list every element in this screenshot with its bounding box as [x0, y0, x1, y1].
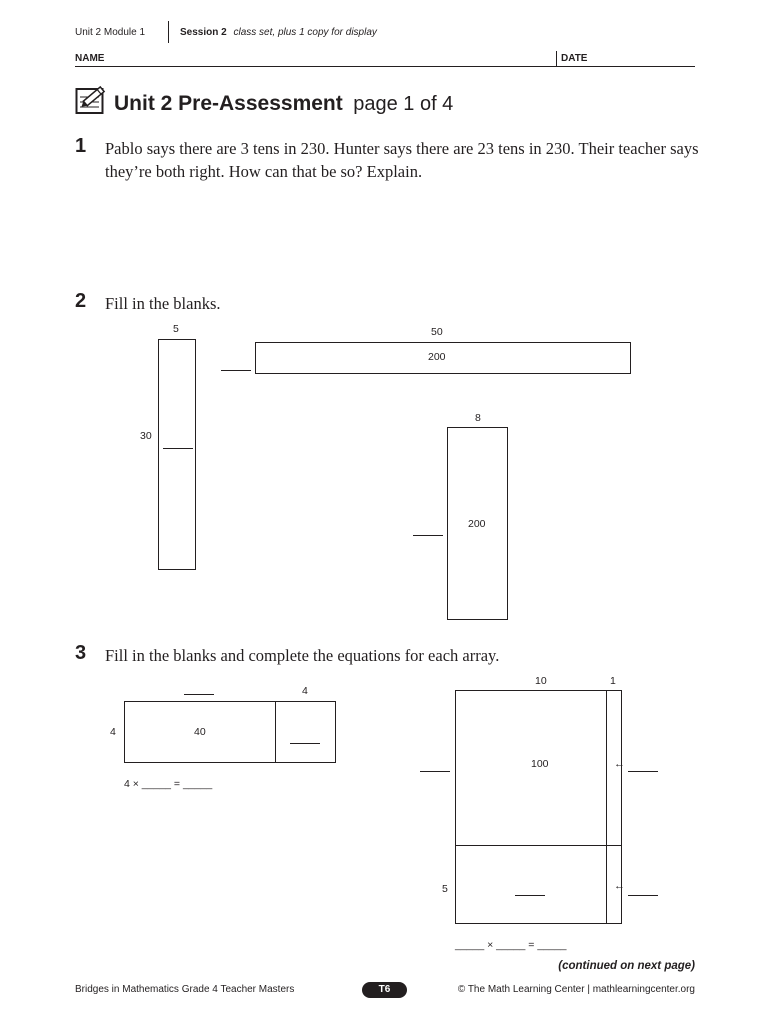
- page-title: [114, 92, 453, 116]
- q3a-inner-label: 40: [194, 726, 206, 738]
- q3a-top-right-label: 4: [302, 685, 308, 697]
- q3-number: 3: [75, 642, 87, 664]
- q3b-right-top-blank[interactable]: [628, 771, 658, 772]
- q2c-inner-label: 200: [468, 518, 486, 530]
- title-main: Unit 2 Pre-Assessment: [114, 92, 343, 115]
- q3a-inner-blank[interactable]: [290, 743, 320, 744]
- q2c-blank[interactable]: [413, 535, 443, 536]
- session-label: Session 2: [180, 27, 227, 38]
- name-label: NAME: [75, 53, 105, 64]
- name-date-line: [75, 66, 695, 67]
- q3b-top-left-label: 10: [535, 675, 547, 687]
- q3b-array: [455, 690, 622, 924]
- q3a-array: [124, 701, 336, 763]
- date-divider: [556, 51, 557, 66]
- footer-left: Bridges in Mathematics Grade 4 Teacher Masters: [75, 984, 295, 995]
- q3b-right-bottom-blank[interactable]: [628, 895, 658, 896]
- q3a-top-blank[interactable]: [184, 694, 214, 695]
- q2-text: Fill in the blanks.: [105, 294, 221, 313]
- header-divider: [168, 21, 169, 43]
- q3a-equation: 4 × _____ = _____: [124, 778, 213, 790]
- q3b-side-bottom-label: 5: [442, 883, 448, 895]
- continued-note: (continued on next page): [558, 960, 695, 972]
- footer-right: © The Math Learning Center | mathlearningcenter.org: [457, 984, 695, 995]
- q3b-inner-bottom-blank[interactable]: [515, 895, 545, 896]
- q2c-top-label: 8: [475, 412, 481, 424]
- page-tag: T6: [362, 982, 407, 998]
- q2a-top-label: 5: [173, 323, 179, 335]
- session-note: class set, plus 1 copy for display: [233, 27, 377, 38]
- q1-text: Pablo says there are 3 tens in 230. Hunter says there are 23 tens in 230. Their teacher says they’re both right. How can that be so? Explain.: [105, 139, 699, 181]
- q3a-side-label: 4: [110, 726, 116, 738]
- q2b-top-label: 50: [431, 326, 443, 338]
- q2-number: 2: [75, 290, 87, 312]
- q3b-horizontal-divider: [455, 845, 622, 846]
- q2b-inner-label: 200: [428, 351, 446, 363]
- q2a-array: [158, 339, 196, 570]
- q3a-divider: [275, 701, 276, 763]
- title-page: page 1 of 4: [353, 93, 454, 115]
- pencil-notebook-icon: [75, 83, 109, 120]
- q2b-blank[interactable]: [221, 370, 251, 371]
- q3b-vertical-divider: [606, 690, 607, 924]
- q3b-side-blank[interactable]: [420, 771, 450, 772]
- q3b-arrow-bottom-icon: ←: [614, 880, 625, 892]
- unit-module-label: Unit 2 Module 1: [75, 27, 146, 38]
- session-line: [180, 27, 377, 38]
- q1-number: 1: [75, 135, 87, 157]
- q3b-top-right-label: 1: [610, 675, 616, 687]
- q3-text: Fill in the blanks and complete the equations for each array.: [105, 646, 500, 665]
- q3b-inner-label: 100: [531, 758, 549, 770]
- q2a-blank[interactable]: [163, 448, 193, 449]
- date-label: DATE: [561, 53, 588, 64]
- q2a-side-label: 30: [140, 430, 152, 442]
- q3b-arrow-top-icon: ←: [614, 758, 625, 770]
- q3b-equation: _____ × _____ = _____: [455, 939, 567, 951]
